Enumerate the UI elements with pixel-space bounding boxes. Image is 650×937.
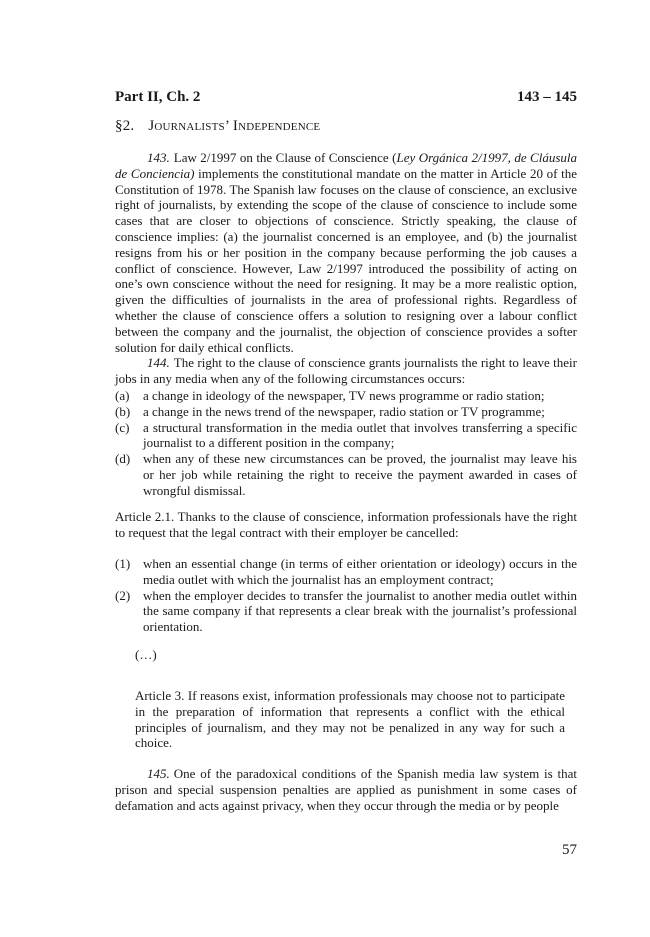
list-text: a change in ideology of the newspaper, TV news programme or radio station;	[143, 388, 545, 403]
list-item	[115, 404, 577, 420]
paragraph-143	[115, 150, 577, 355]
list-item	[115, 556, 577, 588]
list-text: a structural transformation in the media outlet that involves transferring a specific journalist to a different position in the company;	[143, 419, 577, 451]
paragraph-text: Law 2/1997 on the Clause of Conscience (	[173, 150, 397, 165]
list-label: (1)	[115, 556, 131, 571]
page-number: 57	[562, 842, 577, 858]
list-text: a change in the news trend of the newspaper, radio station or TV programme;	[143, 403, 545, 419]
paragraph-text: implements the constitutional mandate on the matter in Article 20 of the Constitution of 1978. The Spanish law focuses on the clause of conscience, an exclusive right of journalists, by extending the scope of the clause of conscience to include some cases that are closer to objections of conscience. Strictly speaking, the clause of conscience implies: (a) the journalist concerned is an employee, and (b) the journalist resigns from his or her position in the company because performing the job causes a conflict of conscience. However, Law 2/1997 introduced the possibility of acting on one’s own conscience without the need for resigning. It may be a more realistic option, given the difficulties of journalists in the area of professional rights. Regardless of whether the clause of conscience offers a solution to resigning over a labour conflict between the company and the journalist, the objection of conscience provides a softer solution for daily ethical conflicts.	[115, 165, 577, 355]
list-item	[115, 451, 577, 498]
list-text: when any of these new circumstances can be proved, the journalist may leave his or her job while retaining the right to receive the payment awarded in cases of wrongful dismissal.	[143, 451, 577, 498]
list-item	[115, 388, 577, 404]
body-block-1	[115, 150, 577, 387]
list-text: when the employer decides to transfer the journalist to another media outlet within the same company if that represents a clear break with the journalist’s professional orientation.	[143, 587, 577, 635]
paragraph-144	[115, 355, 577, 387]
list-label: (d)	[115, 451, 131, 467]
section-number: §2.	[115, 118, 135, 134]
paragraph-145	[115, 766, 577, 813]
article-text: Article 3. If reasons exist, information professionals may choose not to participate in the preparation of information that represents a conflict with the ethical principles of journalism, and they may not be penalized in any way for such a choice.	[135, 688, 565, 751]
list-label: (b)	[115, 403, 131, 419]
section-title: Journalists’ Independence	[148, 118, 321, 134]
paragraph-text: The right to the clause of conscience grants journalists the right to leave their jobs in any media when any of the following circumstances occurs:	[115, 355, 577, 387]
paragraph-number: 144.	[147, 355, 170, 371]
paragraph-number: 143.	[147, 150, 170, 165]
article-text: Article 2.1. Thanks to the clause of conscience, information professionals have the right to request that the legal contract with their employer be cancelled:	[115, 509, 577, 540]
article-2-1	[115, 509, 577, 541]
running-header	[115, 89, 577, 106]
list-label: (a)	[115, 388, 130, 403]
header-paragraph-range: 143 – 145	[517, 89, 577, 105]
list-text: when an essential change (in terms of either orientation or ideology) occurs in the media outlet with which the journalist has an employment contract;	[143, 556, 577, 587]
list-label: (2)	[115, 587, 131, 603]
list-item	[115, 588, 577, 635]
list-item	[115, 420, 577, 452]
article-3	[115, 688, 577, 751]
body-block-2	[115, 766, 577, 813]
omission-mark: (…)	[135, 647, 157, 662]
section-heading	[115, 118, 320, 135]
paragraph-number: 145.	[147, 766, 170, 781]
paragraph-text: One of the paradoxical conditions of the Spanish media law system is that prison and special suspension penalties are applied as punishment in some cases of defamation and acts against privacy, when they occur through the media or by people	[115, 766, 577, 813]
list-label: (c)	[115, 419, 130, 435]
header-chapter: Part II, Ch. 2	[115, 89, 201, 105]
circumstances-list	[115, 388, 577, 499]
cancellation-list	[115, 556, 577, 635]
law-title-italic: Ley Orgánica 2/1997, de Cláusula de Conciencia)	[115, 150, 577, 181]
